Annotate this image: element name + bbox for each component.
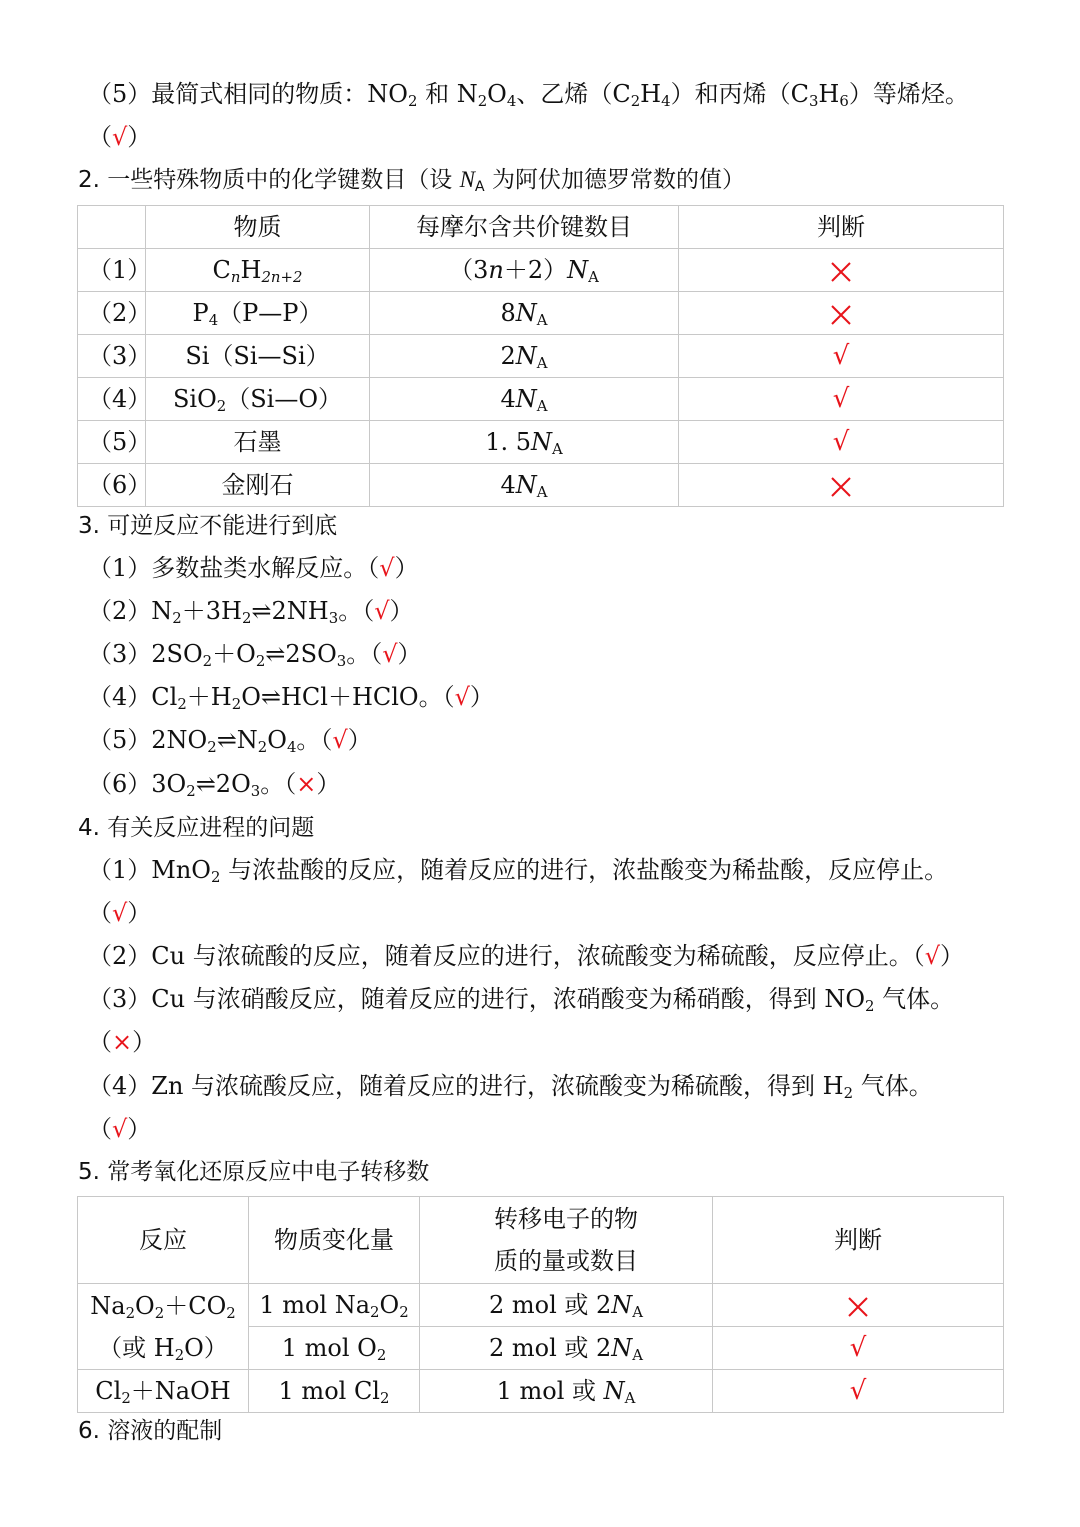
cell-text: 8	[500, 299, 516, 327]
cell-text: （3	[449, 256, 489, 284]
header-cell: 物质变化量	[249, 1197, 420, 1284]
substance-cell: 金刚石	[146, 464, 370, 507]
subscript: 4	[661, 92, 671, 111]
item-text: ⇌2O	[195, 770, 251, 798]
subscript: 2	[216, 397, 227, 416]
subscript: A	[536, 311, 548, 330]
s3-item-4	[88, 680, 494, 714]
transfer-cell	[420, 1370, 713, 1413]
table-row	[78, 292, 1004, 335]
cell-text: 4	[500, 471, 516, 499]
item-text: 与浓盐酸的反应，随着反应的进行，浓盐酸变为稀盐酸，反应停止。	[220, 856, 949, 884]
subscript: 4	[506, 92, 517, 111]
cell-text: O	[135, 1291, 155, 1320]
cell-text: Cl	[95, 1377, 122, 1405]
subscript: 2	[177, 695, 187, 714]
cell-text: O	[379, 1291, 400, 1319]
cross-mark-icon	[830, 304, 852, 326]
check-mark-icon: √	[849, 1333, 867, 1363]
cell-text: Na	[90, 1291, 126, 1320]
cell-text: （或 H	[98, 1333, 175, 1362]
subscript: 3	[336, 652, 347, 671]
electron-transfer-table	[77, 1196, 1004, 1413]
s4-item-1-answer	[88, 896, 151, 930]
item-text: ）和丙烯（C	[670, 80, 809, 108]
paren: ）	[389, 597, 414, 625]
s3-item-2	[88, 594, 414, 628]
check-mark-icon: √	[454, 683, 470, 711]
cell-text: N	[603, 1377, 625, 1405]
item-text: H	[818, 80, 840, 108]
bond-count-cell	[370, 378, 679, 421]
cell-text: P	[192, 299, 209, 327]
avogadro-symbol: N	[459, 167, 475, 192]
paren: ）	[394, 554, 419, 582]
judgement-cell	[679, 292, 1004, 335]
s3-item-3	[88, 637, 422, 671]
item-text: （5）最简式相同的物质：	[88, 80, 368, 108]
judgement-cell	[679, 464, 1004, 507]
paren: ）	[127, 123, 152, 151]
cell-text: N	[567, 256, 589, 284]
cell-text: n	[488, 256, 504, 284]
s4-item-3	[88, 982, 954, 1016]
check-mark-icon: √	[112, 899, 128, 927]
paren: ）	[132, 1028, 157, 1056]
substance-cell	[146, 378, 370, 421]
cell-text: （P—P）	[218, 299, 323, 327]
substance-cell	[146, 249, 370, 292]
subscript: 2	[174, 1345, 185, 1364]
bond-count-table	[77, 205, 1004, 507]
subscript: 2	[843, 1084, 854, 1103]
item-text: （1）多数盐类水解反应。（	[88, 554, 380, 582]
cell-text: N	[515, 385, 537, 413]
transfer-cell	[420, 1284, 713, 1327]
paren: ）	[940, 942, 965, 970]
check-mark-icon: √	[112, 123, 128, 151]
cell-text: N	[531, 428, 553, 456]
subscript: 2	[231, 695, 242, 714]
subscript: 2	[210, 868, 221, 887]
subscript: 3	[808, 92, 819, 111]
paren: （	[88, 1028, 112, 1056]
table-row	[78, 1284, 1004, 1327]
judgement-cell	[713, 1284, 1004, 1327]
table-row	[78, 1370, 1004, 1413]
item-text: 。（	[296, 726, 333, 754]
cell-text: H	[240, 256, 262, 284]
item-text: 。（	[346, 640, 383, 668]
bond-count-cell	[370, 249, 679, 292]
heading-text: 2. 一些特殊物质中的化学键数目（设	[78, 167, 460, 193]
table-row	[78, 249, 1004, 292]
subscript: 2	[370, 1303, 380, 1322]
subscript: A	[552, 440, 563, 459]
item-text: （6）3O	[88, 770, 187, 798]
row-number: （5）	[78, 421, 146, 464]
section-2-title	[78, 163, 745, 197]
bond-count-cell	[370, 464, 679, 507]
subscript: 2	[154, 1303, 165, 1322]
amount-cell	[249, 1370, 420, 1413]
subscript: A	[632, 1346, 644, 1365]
paren: ）	[127, 1115, 152, 1143]
amount-cell	[249, 1327, 420, 1370]
item-text: ⇌2NH	[251, 597, 329, 625]
item-text: 气体。	[853, 1072, 933, 1100]
item-text: O	[267, 726, 287, 754]
cross-mark-icon	[847, 1296, 869, 1318]
check-mark-icon: √	[332, 726, 348, 754]
reaction-line	[78, 1285, 248, 1327]
subscript: A	[536, 397, 548, 416]
table-row	[78, 378, 1004, 421]
header-cell: 判断	[713, 1197, 1004, 1284]
item-text: （2）Cu 与浓硫酸的反应，随着反应的进行，浓硫酸变为稀硫酸，反应停止。（	[88, 942, 925, 970]
check-mark-icon: √	[832, 384, 850, 414]
cell-text: 2 mol 或 2	[488, 1291, 612, 1319]
item-text: ⇌N	[216, 726, 258, 754]
cell-text: 1 mol Na	[259, 1291, 371, 1319]
cell-text: ＋CO	[164, 1291, 227, 1320]
subscript: 3	[328, 609, 339, 628]
subscript: 2	[121, 1389, 131, 1408]
cell-text: N	[515, 299, 537, 327]
cell-text: 4	[500, 385, 516, 413]
check-mark-icon: √	[379, 554, 395, 582]
subscript: 2	[226, 1303, 236, 1322]
item-text: NO	[367, 80, 408, 108]
item-text: 。（	[338, 597, 375, 625]
header-cell	[420, 1197, 713, 1284]
cross-mark-icon	[830, 261, 852, 283]
s3-item-1	[88, 551, 419, 585]
item-text: ＋H	[186, 683, 232, 711]
judgement-cell	[713, 1327, 1004, 1370]
reaction-cell	[78, 1284, 249, 1370]
item-text: （3）Cu 与浓硝酸反应，随着反应的进行，浓硝酸变为稀硝酸，得到 NO	[88, 985, 866, 1013]
subscript: 2	[186, 782, 196, 801]
subscript: 2	[241, 609, 252, 628]
cell-text: 2 mol 或 2	[488, 1334, 612, 1362]
item-text: 、乙烯（C	[516, 80, 631, 108]
header-line: 质的量或数目	[494, 1247, 638, 1275]
check-mark-icon: √	[382, 640, 398, 668]
item-text: H	[640, 80, 662, 108]
paren: ）	[127, 899, 152, 927]
item-text: （4）Zn 与浓硫酸反应，随着反应的进行，浓硫酸变为稀硫酸，得到 H	[88, 1072, 844, 1100]
subscript: 2	[407, 92, 418, 111]
header-cell: 物质	[146, 206, 370, 249]
item-text: （2）N	[88, 597, 173, 625]
s4-item-1	[88, 853, 948, 887]
header-cell: 判断	[679, 206, 1004, 249]
paren: （	[88, 123, 112, 151]
s4-item-2	[88, 939, 964, 973]
header-cell	[78, 206, 146, 249]
paren: ）	[347, 726, 372, 754]
subscript: 2	[125, 1303, 136, 1322]
subscript: 6	[839, 92, 849, 111]
cell-text: O）	[184, 1333, 228, 1362]
item-text: ＋3H	[181, 597, 242, 625]
cross-mark-icon: ×	[112, 1028, 133, 1056]
judgement-cell	[679, 249, 1004, 292]
section-6-title: 6. 溶液的配制	[78, 1418, 223, 1444]
item-text: ）等烯烃。	[848, 80, 969, 108]
item-text: （1）MnO	[88, 856, 211, 884]
section-3-title: 3. 可逆反应不能进行到底	[78, 513, 338, 539]
subscript: 2	[399, 1303, 409, 1322]
cell-text: 1 mol 或	[496, 1377, 604, 1405]
subscript: 4	[286, 738, 297, 757]
subscript: 2	[257, 738, 268, 757]
header-cell: 每摩尔含共价键数目	[370, 206, 679, 249]
subscript: 2	[207, 738, 217, 757]
header-line: 转移电子的物	[494, 1205, 638, 1233]
subscript: 2	[865, 997, 875, 1016]
subscript: 3	[250, 782, 261, 801]
cell-text: （Si—O）	[226, 385, 343, 413]
row-number: （1）	[78, 249, 146, 292]
subscript: 4	[208, 311, 219, 330]
subscript: A	[474, 178, 485, 195]
subscript: n	[230, 268, 241, 287]
row-number: （2）	[78, 292, 146, 335]
item-text: O	[487, 80, 507, 108]
s4-item-4-answer	[88, 1112, 151, 1146]
s4-item-4	[88, 1069, 933, 1103]
item-text: （3）2SO	[88, 640, 203, 668]
bond-count-cell	[370, 292, 679, 335]
check-mark-icon: √	[832, 341, 850, 371]
cell-text: N	[611, 1334, 633, 1362]
judgement-cell	[713, 1370, 1004, 1413]
item-text: 和 N	[417, 80, 478, 108]
item-5-answer	[88, 120, 151, 154]
check-mark-icon: √	[849, 1376, 867, 1406]
amount-cell	[249, 1284, 420, 1327]
cell-text: 1 mol O	[281, 1334, 377, 1362]
s4-item-3-answer	[88, 1025, 156, 1059]
subscript: 2	[255, 652, 266, 671]
paren: （	[88, 899, 112, 927]
subscript: 2	[202, 652, 213, 671]
item-text: 。（	[260, 770, 297, 798]
row-number: （6）	[78, 464, 146, 507]
cell-text: N	[515, 342, 537, 370]
table-row	[78, 464, 1004, 507]
section-5-title: 5. 常考氧化还原反应中电子转移数	[78, 1159, 430, 1185]
paren: （	[88, 1115, 112, 1143]
reaction-cell	[78, 1370, 249, 1413]
cell-text: ＋NaOH	[130, 1377, 231, 1405]
item-text: ⇌2SO	[265, 640, 337, 668]
cross-mark-icon: ×	[296, 770, 317, 798]
subscript: A	[632, 1303, 644, 1322]
cell-text: 1. 5	[485, 428, 532, 456]
table-row	[78, 421, 1004, 464]
s3-item-5	[88, 723, 372, 757]
cell-text: N	[515, 471, 537, 499]
table-header-row	[78, 1197, 1004, 1284]
substance-cell: Si（Si—Si）	[146, 335, 370, 378]
reaction-line	[78, 1327, 248, 1369]
item-text: 气体。	[874, 985, 955, 1013]
subscript: A	[536, 483, 548, 502]
cell-text: N	[611, 1291, 633, 1319]
check-mark-icon: √	[374, 597, 390, 625]
heading-text: 为阿伏加德罗常数的值）	[484, 167, 745, 193]
table-row	[78, 335, 1004, 378]
judgement-cell	[679, 378, 1004, 421]
substance-cell	[146, 292, 370, 335]
item-5-simplest-formula	[88, 77, 969, 111]
s3-item-6	[88, 767, 340, 801]
substance-cell: 石墨	[146, 421, 370, 464]
judgement-cell	[679, 335, 1004, 378]
header-cell: 反应	[78, 1197, 249, 1284]
subscript: 2	[172, 609, 182, 628]
paren: ）	[316, 770, 341, 798]
item-text: O⇌HCl＋HClO。（	[241, 683, 455, 711]
row-number: （3）	[78, 335, 146, 378]
subscript: 2	[477, 92, 488, 111]
cell-text: SiO	[172, 385, 217, 413]
transfer-cell	[420, 1327, 713, 1370]
section-4-title: 4. 有关反应进程的问题	[78, 815, 315, 841]
paren: ）	[469, 683, 494, 711]
cell-text: 1 mol Cl	[278, 1377, 380, 1405]
item-text: ＋O	[212, 640, 256, 668]
bond-count-cell	[370, 421, 679, 464]
subscript: 2	[376, 1346, 387, 1365]
cell-text: ＋2）	[503, 256, 568, 284]
subscript: 2	[379, 1389, 390, 1408]
check-mark-icon: √	[924, 942, 941, 970]
subscript: 2n+2	[261, 268, 303, 287]
bond-count-cell	[370, 335, 679, 378]
item-text: （4）Cl	[88, 683, 178, 711]
cell-text: C	[212, 256, 231, 284]
subscript: A	[624, 1389, 636, 1408]
check-mark-icon: √	[112, 1115, 128, 1143]
check-mark-icon: √	[832, 427, 850, 457]
judgement-cell	[679, 421, 1004, 464]
subscript: A	[588, 268, 599, 287]
paren: ）	[397, 640, 422, 668]
row-number: （4）	[78, 378, 146, 421]
table-header-row	[78, 206, 1004, 249]
cross-mark-icon	[830, 476, 852, 498]
subscript: A	[536, 354, 548, 373]
subscript: 2	[630, 92, 641, 111]
cell-text: 2	[500, 342, 516, 370]
item-text: （5）2NO	[88, 726, 208, 754]
